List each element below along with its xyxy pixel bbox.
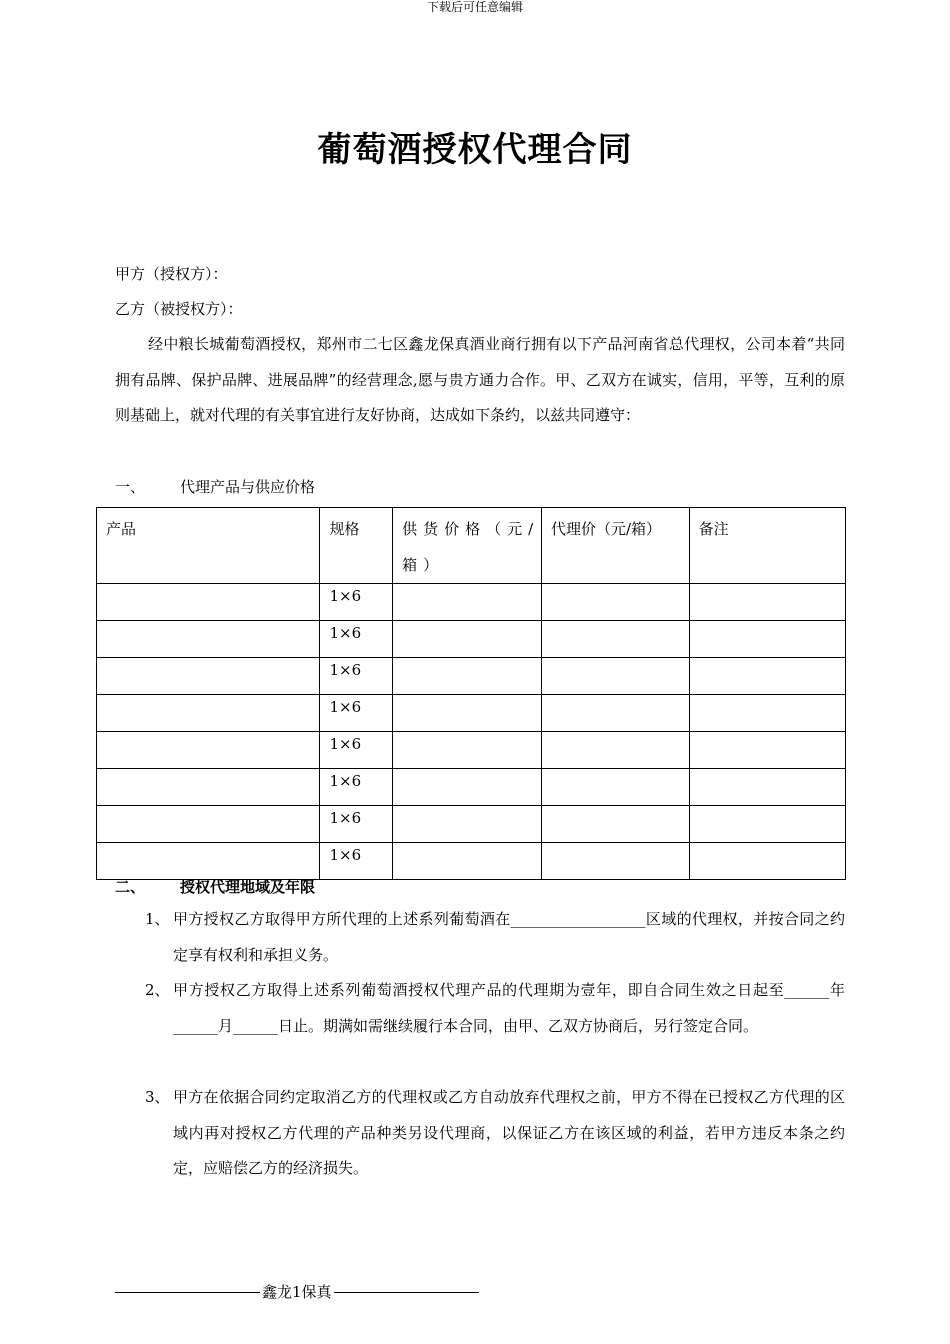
table-row: [97, 806, 846, 843]
footer-rule-left: [115, 1292, 260, 1293]
header-agent-price: 代理价（元/箱）: [541, 508, 689, 584]
clause-2: [145, 973, 845, 1044]
cell-agent-price: [541, 584, 689, 621]
cell-supply-price: [393, 732, 542, 769]
cell-supply-price: [393, 584, 542, 621]
page-footer: [115, 1282, 479, 1302]
table-row: [97, 658, 846, 695]
cell-spec: 1×6: [320, 843, 393, 880]
cell-agent-price: [541, 621, 689, 658]
cell-agent-price: [541, 658, 689, 695]
cell-product: [97, 732, 320, 769]
section-2-heading: [115, 877, 315, 897]
header-note: 下载后可任意编辑: [426, 0, 523, 14]
document-title: 葡萄酒授权代理合同: [317, 130, 633, 170]
table-row: [97, 695, 846, 732]
cell-product: [97, 769, 320, 806]
price-table: [96, 507, 846, 880]
cell-note: [689, 584, 845, 621]
cell-spec: 1×6: [320, 732, 393, 769]
cell-supply-price: [393, 843, 542, 880]
cell-note: [689, 806, 845, 843]
cell-supply-price: [393, 695, 542, 732]
cell-agent-price: [541, 806, 689, 843]
cell-supply-price: [393, 806, 542, 843]
clause-3: [145, 1080, 845, 1187]
header-product: 产品: [97, 508, 320, 584]
cell-note: [689, 843, 845, 880]
cell-product: [97, 806, 320, 843]
footer-text: 鑫龙1保真: [262, 1283, 332, 1301]
party-a-label: 甲方（授权方）：: [115, 265, 228, 283]
cell-product: [97, 695, 320, 732]
cell-note: [689, 732, 845, 769]
intro-paragraph: 经中粮长城葡萄酒授权，郑州市二七区鑫龙保真酒业商行拥有以下产品河南省总代理权，公司本着“共同拥有品牌、保护品牌、进展品牌”的经营理念,愿与贵方通力合作。甲、乙双方在诚实，信用，平等，互利的原则基础上，就对代理的有关事宜进行友好协商，达成如下条约，以兹共同遵守：: [115, 335, 845, 424]
cell-agent-price: [541, 843, 689, 880]
clause-number: 2、: [145, 981, 170, 999]
header-spec: 规格: [320, 508, 393, 584]
section-1-number: 一、: [115, 478, 146, 496]
table-row: [97, 621, 846, 658]
table-row: [97, 769, 846, 806]
cell-spec: 1×6: [320, 769, 393, 806]
section-1-title: 代理产品与供应价格: [180, 478, 316, 496]
header-supply-price: 供货价格（元/箱）: [393, 508, 542, 584]
cell-product: [97, 621, 320, 658]
clause-number: 3、: [145, 1088, 170, 1106]
cell-spec: 1×6: [320, 621, 393, 658]
section-1-heading: [115, 477, 315, 497]
cell-spec: 1×6: [320, 658, 393, 695]
cell-agent-price: [541, 695, 689, 732]
section-2-title: 授权代理地域及年限: [180, 878, 316, 896]
table-row: [97, 732, 846, 769]
cell-note: [689, 658, 845, 695]
cell-spec: 1×6: [320, 695, 393, 732]
cell-product: [97, 584, 320, 621]
clause-number: 1、: [145, 910, 170, 928]
cell-spec: 1×6: [320, 806, 393, 843]
cell-note: [689, 769, 845, 806]
table-header-row: [97, 508, 846, 584]
cell-agent-price: [541, 769, 689, 806]
cell-supply-price: [393, 769, 542, 806]
party-b-label: 乙方（被授权方）：: [115, 300, 243, 318]
cell-note: [689, 695, 845, 732]
cell-product: [97, 843, 320, 880]
clause-text: 甲方授权乙方取得甲方所代理的上述系列葡萄酒在__________________区域的代理权，并按合同之约定享有权利和承担义务。: [173, 910, 845, 964]
cell-product: [97, 658, 320, 695]
cell-supply-price: [393, 621, 542, 658]
clause-1: [145, 902, 845, 973]
cell-spec: 1×6: [320, 584, 393, 621]
cell-supply-price: [393, 658, 542, 695]
table-row: [97, 843, 846, 880]
header-note: 备注: [689, 508, 845, 584]
cell-agent-price: [541, 732, 689, 769]
clause-text: 甲方授权乙方取得上述系列葡萄酒授权代理产品的代理期为壹年，即自合同生效之日起至______年 ______月______日止。期满如需继续履行本合同，由甲、乙双方协商后，另行签定合同。: [173, 981, 845, 1035]
section-2-number: 二、: [115, 878, 146, 896]
cell-note: [689, 621, 845, 658]
table-row: [97, 584, 846, 621]
footer-rule-right: [334, 1292, 479, 1293]
clause-text: 甲方在依据合同约定取消乙方的代理权或乙方自动放弃代理权之前，甲方不得在已授权乙方代理的区域内再对授权乙方代理的产品种类另设代理商，以保证乙方在该区域的利益，若甲方违反本条之约定，应赔偿乙方的经济损失。: [173, 1088, 845, 1177]
